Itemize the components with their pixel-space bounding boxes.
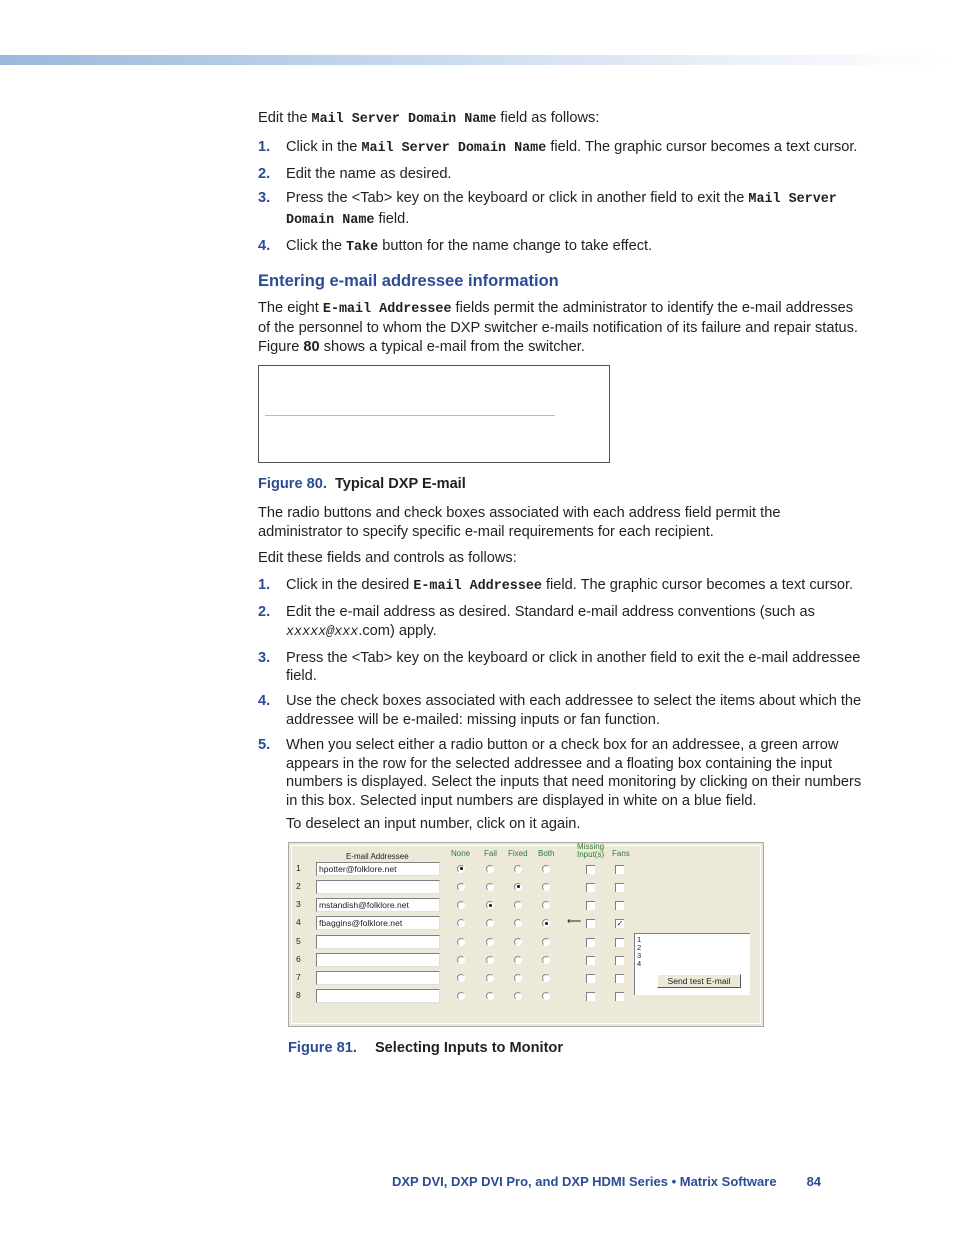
list-item xyxy=(258,237,868,258)
step-text: Press the <Tab> key on the keyboard or click in another field to exit the e-mail addressee field. xyxy=(286,649,861,685)
row-number: 6 xyxy=(296,953,301,964)
fans-checkbox[interactable] xyxy=(615,901,624,910)
email-addressee-field[interactable] xyxy=(316,989,440,1003)
radio-none[interactable] xyxy=(457,974,465,982)
caption-number: Figure 81. xyxy=(288,1039,357,1056)
fans-checkbox[interactable] xyxy=(615,883,624,892)
caption-number: Figure 80. xyxy=(258,475,327,492)
row-number: 4 xyxy=(296,917,301,928)
figure-81-caption xyxy=(288,1039,868,1058)
missing-inputs-checkbox[interactable] xyxy=(586,938,595,947)
step-text: field. The graphic cursor becomes a text cursor. xyxy=(546,138,858,155)
step-code: E-mail Addressee xyxy=(413,579,542,595)
email-addressee-field[interactable] xyxy=(316,953,440,967)
step-number: 1. xyxy=(258,138,271,155)
footer-title: DXP DVI, DXP DVI Pro, and DXP HDMI Series • Matrix Software xyxy=(392,1174,777,1189)
para-code: E-mail Addressee xyxy=(322,301,452,317)
missing-inputs-checkbox[interactable] xyxy=(586,919,595,928)
email-addressee-field[interactable] xyxy=(316,971,440,985)
radio-fixed[interactable] xyxy=(514,938,522,946)
steps-list-2 xyxy=(258,576,868,811)
missing-inputs-checkbox[interactable] xyxy=(586,956,595,965)
missing-inputs-checkbox[interactable] xyxy=(586,865,595,874)
step-text: Click in the xyxy=(286,138,362,155)
row-number: 1 xyxy=(296,862,301,873)
step-number: 3. xyxy=(258,649,271,666)
step-number: 4. xyxy=(258,693,271,710)
row-number: 7 xyxy=(296,971,301,982)
header-band xyxy=(0,55,954,65)
step-code: Take xyxy=(346,239,379,255)
step-number: 3. xyxy=(258,190,271,207)
send-test-email-button[interactable]: Send test E-mail xyxy=(657,974,741,988)
email-addressee-field[interactable] xyxy=(316,880,440,894)
fans-checkbox[interactable]: ✓ xyxy=(616,919,624,929)
page-footer xyxy=(392,1174,821,1189)
fans-checkbox[interactable] xyxy=(615,992,624,1001)
input-select-box[interactable] xyxy=(634,933,750,995)
input-number-item[interactable]: 1 xyxy=(637,934,642,944)
step-text: field. The graphic cursor becomes a text cursor. xyxy=(541,577,854,594)
fans-checkbox[interactable] xyxy=(615,974,624,983)
row-number: 5 xyxy=(296,935,301,946)
radio-fail[interactable] xyxy=(486,938,494,946)
row-number: 8 xyxy=(296,990,301,1001)
step-number: 4. xyxy=(258,237,271,254)
email-addressee-field[interactable]: fbaggins@folklore.net xyxy=(316,916,440,930)
step-code: Mail Server Domain Name xyxy=(286,192,837,229)
email-divider xyxy=(265,415,555,416)
radio-none[interactable] xyxy=(457,938,465,946)
input-number-item[interactable]: 4 xyxy=(637,958,642,968)
page-number: 84 xyxy=(806,1174,822,1189)
list-item xyxy=(258,649,868,687)
figure-80-image xyxy=(258,365,610,463)
para-addressee xyxy=(258,299,868,357)
step-code: xxxxx@xxx xyxy=(286,624,359,640)
figure-ref: 80 xyxy=(303,339,320,356)
list-item xyxy=(258,576,868,597)
radio-none[interactable] xyxy=(457,883,465,891)
para-text: shows a typical e-mail from the switcher. xyxy=(319,339,585,356)
radio-both[interactable] xyxy=(542,883,550,891)
step-text: Press the <Tab> key on the keyboard or click in another field to exit the xyxy=(286,190,749,207)
col-header-none: None xyxy=(451,848,471,858)
step-code: Mail Server Domain Name xyxy=(361,140,547,156)
input-number-item[interactable]: 3 xyxy=(637,950,642,960)
step-number: 2. xyxy=(258,603,271,620)
step-text: Edit the name as desired. xyxy=(286,165,452,182)
missing-inputs-checkbox[interactable] xyxy=(586,901,595,910)
step-text: Use the check boxes associated with each addressee to select the items about which the addressee will be e-mailed: missing inputs or fan function. xyxy=(286,693,862,728)
row-number: 2 xyxy=(296,880,301,891)
step-text: Click the xyxy=(286,237,347,254)
col-header-email: E-mail Addressee xyxy=(346,851,409,861)
figure-81-screenshot xyxy=(288,842,764,1027)
intro-text-end: field as follows: xyxy=(496,110,600,126)
step-number: 2. xyxy=(258,165,271,182)
list-item xyxy=(258,603,868,643)
col-header-missing: Missing Input(s) xyxy=(577,841,605,859)
radio-fixed[interactable] xyxy=(514,956,522,964)
col-header-both: Both xyxy=(538,848,555,858)
list-item xyxy=(258,692,868,730)
radio-fixed[interactable] xyxy=(514,883,522,891)
step-number: 5. xyxy=(258,736,271,753)
input-number-item[interactable]: 2 xyxy=(637,942,642,952)
radio-both[interactable] xyxy=(542,956,550,964)
para-radio: The radio buttons and check boxes associated with each address field permit the administrator to specify specific e-mail requirements for each recipient. xyxy=(258,504,781,540)
green-arrow-icon: ⟵ xyxy=(567,916,582,928)
list-item xyxy=(258,189,868,231)
radio-both[interactable] xyxy=(542,865,550,873)
missing-inputs-checkbox[interactable] xyxy=(586,883,595,892)
deselect-note: To deselect an input number, click on it again. xyxy=(286,815,581,832)
step-text: Click in the desired xyxy=(286,577,414,594)
section-heading: Entering e-mail addressee information xyxy=(258,271,559,290)
radio-fixed[interactable] xyxy=(514,865,522,873)
fans-checkbox[interactable] xyxy=(615,938,624,947)
step-text: field. xyxy=(374,211,410,228)
col-header-fixed: Fixed xyxy=(508,848,528,858)
missing-inputs-checkbox[interactable] xyxy=(586,974,595,983)
radio-fail[interactable] xyxy=(486,865,494,873)
list-item xyxy=(258,138,868,159)
page-content xyxy=(258,109,868,1068)
list-item xyxy=(258,165,868,184)
step-text: When you select either a radio button or a check box for an addressee, a green arrow appears in the row for the selected addressee and a floating box containing the input numbers is displayed. Select the inputs that need monitoring by clicking on their numbers in this box. Selected input numbers are displayed in white on a blue field. xyxy=(286,736,862,810)
fans-checkbox[interactable] xyxy=(615,865,624,874)
col-header-fans: Fans xyxy=(612,848,630,858)
radio-none[interactable] xyxy=(457,865,465,873)
radio-both[interactable] xyxy=(542,974,550,982)
input-number-list xyxy=(637,936,644,968)
caption-title: Typical DXP E-mail xyxy=(334,475,466,492)
radio-fail[interactable] xyxy=(486,974,494,982)
email-addressee-field[interactable]: mstandish@folklore.net xyxy=(316,898,440,912)
radio-none[interactable] xyxy=(457,956,465,964)
steps-list-1 xyxy=(258,138,868,258)
figure-80-caption xyxy=(258,475,868,494)
radio-fail[interactable] xyxy=(486,883,494,891)
row-number: 3 xyxy=(296,899,301,910)
missing-inputs-checkbox[interactable] xyxy=(586,992,595,1001)
radio-fixed[interactable] xyxy=(514,974,522,982)
field-name: Mail Server Domain Name xyxy=(311,112,497,127)
fans-checkbox[interactable] xyxy=(615,956,624,965)
intro-paragraph xyxy=(258,109,868,130)
caption-title: Selecting Inputs to Monitor xyxy=(374,1039,564,1056)
para-text: The eight xyxy=(258,299,323,316)
col-header-fail: Fail xyxy=(484,848,497,858)
step-text: Edit the e-mail address as desired. Standard e-mail address conventions (such as xyxy=(286,603,815,620)
list-item xyxy=(258,736,868,811)
para-text: fields permit the administrator to identify the e-mail addresses of the personnel to whom the DXP switcher e-mails notification of its failure and repair status. Figure xyxy=(258,299,858,356)
para-edit: Edit these fields and controls as follows: xyxy=(258,550,517,567)
step-number: 1. xyxy=(258,577,271,594)
email-addressee-field[interactable]: hpotter@folklore.net xyxy=(316,862,440,876)
intro-text: Edit the xyxy=(258,110,312,126)
email-addressee-field[interactable] xyxy=(316,935,440,949)
radio-fail[interactable] xyxy=(486,956,494,964)
step-text: .com) apply. xyxy=(358,622,437,639)
step-text: button for the name change to take effect. xyxy=(378,237,653,254)
radio-both[interactable] xyxy=(542,938,550,946)
